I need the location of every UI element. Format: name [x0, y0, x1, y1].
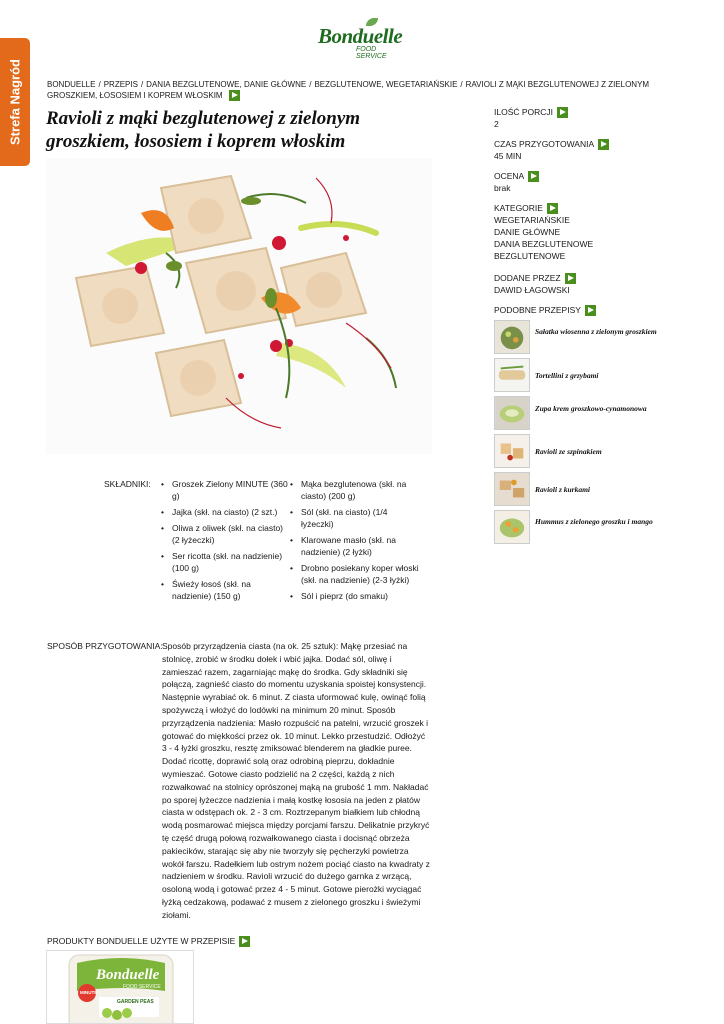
categories-block — [494, 202, 694, 262]
added-by-block — [494, 272, 694, 296]
similar-recipe-title: Ravioli ze szpinakiem — [535, 447, 602, 456]
ingredient-item: • Klarowane masło (skł. na nadzienie) (2 łyżki) — [290, 534, 420, 558]
breadcrumb-separator: / — [140, 80, 144, 89]
ingredient-item: • Ser ricotta (skł. na nadzienie) (100 g) — [161, 550, 289, 574]
similar-recipe-title: Sałatka wiosenna z zielonym groszkiem — [535, 327, 657, 336]
ingredient-item: • Drobno posiekany koper włoski (skł. na nadzienie) (2-3 łyżki) — [290, 562, 420, 586]
rating-value: brak — [494, 183, 511, 194]
similar-recipe-title: Tortellini z grzybami — [535, 371, 599, 380]
similar-recipes-label: PODOBNE PRZEPISY — [494, 305, 581, 315]
time-label: CZAS PRZYGOTOWANIA — [494, 139, 595, 149]
play-arrow-icon[interactable] — [565, 273, 576, 284]
method-text: Sposób przyrządzenia ciasta (na ok. 25 sztuk): Mąkę przesiać na stolnicę, zrobić w środku dołek i wbić jajka. Dodać sól, oliwę i zamieszać razem, zagarniając mąkę do środka. Gdy składniki się połączą, zagnieść ciasto do momentu uzyskania spoistej konsystencji. Następnie wyrabiać ok. 6 minut. Z ciasta uformować kulę, owinąć folią spożywczą i włożyć do lodówki na minimum 20 minut. Sposób przyrządzenia nadzienia: Masło rozpuścić na patelni, wrzucić groszek i gotować do miękkości przez ok. 10 minut. Lekko przestudzić. Odłożyć 3 - 4 łyżki groszku, resztę zmiksować blenderem na gładkie puree. Dodać ricottę, doprawić solą oraz odrobiną pieprzu, dokładnie wymieszać. Gotowe ciasto podzielić na 2 części, każdą z nich rozwałkować na stolnicy oprószonej mąką na grubość 1 mm. Nakładać po sporej łyżeczce nadzienia i małą kostkę łososia na jeden z płatów ciasta w odstępach ok. 2 - 3 cm. Roztrzepanym białkiem lub chłodną wodą posmarować miejsca między porcjami farszu. Delikatnie przykryć tę część drugą połową rozwałkowanego ciasta i docisnąć obrzeża pakiecików, starając się aby nie tworzyły się pęcherzyki powietrza wokół farszu. Radełkiem lub ostrym nożem pociąć ciasto na kwadraty z nadzieniem w środku. Ravioli wrzucić do dużego garnka z wrzącą, osoloną wodą i gotować przez 4 - 5 minut. Gotowe pierożki wyciągać łyżką cedzakową, podawać z musem z zielonego groszku i świeżymi ziołami. — [162, 641, 430, 920]
similar-recipe-item[interactable] — [494, 358, 694, 394]
breadcrumb-separator: / — [98, 80, 101, 89]
breadcrumb-item[interactable]: BONDUELLE — [47, 80, 96, 89]
product-package-image — [47, 951, 194, 1024]
added-by-value[interactable]: DAWID ŁAGOWSKI — [494, 285, 570, 296]
products-header — [47, 936, 250, 947]
rewards-side-tab[interactable] — [0, 38, 30, 166]
ingredient-item: • Mąka bezglutenowa (skł. na ciasto) (200 g) — [290, 478, 420, 502]
play-arrow-icon[interactable] — [585, 305, 596, 316]
ingredient-item: • Groszek Zielony MINUTE (360 g) — [161, 478, 289, 502]
bonduelle-logo[interactable] — [318, 18, 408, 58]
ingredients-label: SKŁADNIKI: — [104, 479, 151, 489]
breadcrumb-item[interactable]: BEZGLUTENOWE, WEGETARIAŃSKIE — [314, 80, 458, 89]
play-arrow-icon[interactable] — [239, 936, 250, 947]
similar-recipe-item[interactable] — [494, 396, 694, 432]
recipe-title: Ravioli z mąki bezglutenowej z zielonym groszkiem, łososiem i koprem włoskim — [46, 108, 361, 152]
ingredients-list-right — [290, 478, 420, 606]
method-label: SPOSÓB PRZYGOTOWANIA: — [47, 641, 163, 651]
breadcrumb-current[interactable]: RAVIOLI Z MĄKI BEZGLUTENOWEJ Z ZIELONYM GROSZKIEM, ŁOSOSIEM I KOPREM WŁOSKIM — [47, 80, 650, 100]
recipe-thumbnail — [494, 358, 530, 392]
recipe-thumbnail — [494, 320, 530, 354]
added-by-label: DODANE PRZEZ — [494, 273, 561, 283]
products-label: PRODUKTY BONDUELLE UŻYTE W PRZEPISIE — [47, 936, 236, 946]
product-badge: MINUTE — [80, 990, 98, 995]
logo-brand: Bonduelle — [318, 24, 403, 48]
similar-recipe-item[interactable] — [494, 434, 694, 470]
category-item[interactable]: DANIE GŁÓWNE — [494, 227, 561, 238]
play-arrow-icon[interactable] — [598, 139, 609, 150]
breadcrumb-item[interactable]: DANIA BEZGLUTENOWE, DANIE GŁÓWNE — [146, 80, 307, 89]
ingredient-item: • Jajka (skł. na ciasto) (2 szt.) — [161, 506, 289, 518]
product-name: GARDEN PEAS — [117, 999, 154, 1005]
recipe-thumbnail — [494, 472, 530, 506]
rating-label: OCENA — [494, 171, 525, 181]
similar-recipe-item[interactable] — [494, 320, 694, 356]
breadcrumb-separator: / — [309, 80, 312, 89]
recipe-thumbnail — [494, 396, 530, 430]
similar-recipe-title: Hummus z zielonego groszku i mango — [535, 517, 653, 526]
ingredients-list-left — [161, 478, 289, 606]
time-value: 45 MIN — [494, 151, 522, 162]
categories-label: KATEGORIE — [494, 203, 543, 213]
similar-recipe-item[interactable] — [494, 510, 694, 546]
recipe-thumbnail — [494, 434, 530, 468]
recipe-photo — [46, 158, 432, 454]
breadcrumb-separator: / — [460, 80, 463, 89]
portions-value: 2 — [494, 119, 499, 130]
product-brand: Bonduelle — [96, 967, 160, 983]
portions-label: ILOŚĆ PORCJI — [494, 107, 554, 117]
category-item[interactable]: BEZGLUTENOWE — [494, 251, 566, 262]
rating-block — [494, 170, 694, 194]
product-card[interactable] — [46, 950, 194, 1024]
breadcrumb — [47, 79, 687, 101]
rewards-tab-label: Strefa Nagród — [7, 59, 23, 145]
similar-recipe-item[interactable] — [494, 472, 694, 508]
similar-header — [494, 304, 694, 316]
similar-recipe-title: Zupa krem groszkowo-cynamonowa — [535, 404, 647, 413]
ingredient-item: • Sól i pieprz (do smaku) — [290, 590, 420, 602]
play-arrow-icon[interactable] — [229, 90, 240, 101]
play-arrow-icon[interactable] — [557, 107, 568, 118]
portions-block — [494, 106, 694, 130]
ingredient-item: • Świeży łosoś (skł. na nadzienie) (150 g) — [161, 578, 289, 602]
ingredient-item: • Sól (skł. na ciasto) (1/4 łyżeczki) — [290, 506, 420, 530]
category-item[interactable]: WEGETARIAŃSKIE — [494, 215, 570, 226]
play-arrow-icon[interactable] — [547, 203, 558, 214]
ingredient-item: • Oliwa z oliwek (skł. na ciasto) (2 łyżeczki) — [161, 522, 289, 546]
similar-recipe-title: Ravioli z kurkami — [535, 485, 591, 494]
category-item[interactable]: DANIA BEZGLUTENOWE — [494, 239, 594, 250]
time-block — [494, 138, 694, 162]
product-brand-sub: FOOD SERVICE — [123, 984, 161, 990]
logo-subtitle: FOOD SERVICE — [356, 46, 387, 60]
play-arrow-icon[interactable] — [528, 171, 539, 182]
breadcrumb-item[interactable]: PRZEPIS — [103, 80, 138, 89]
recipe-thumbnail — [494, 510, 530, 544]
